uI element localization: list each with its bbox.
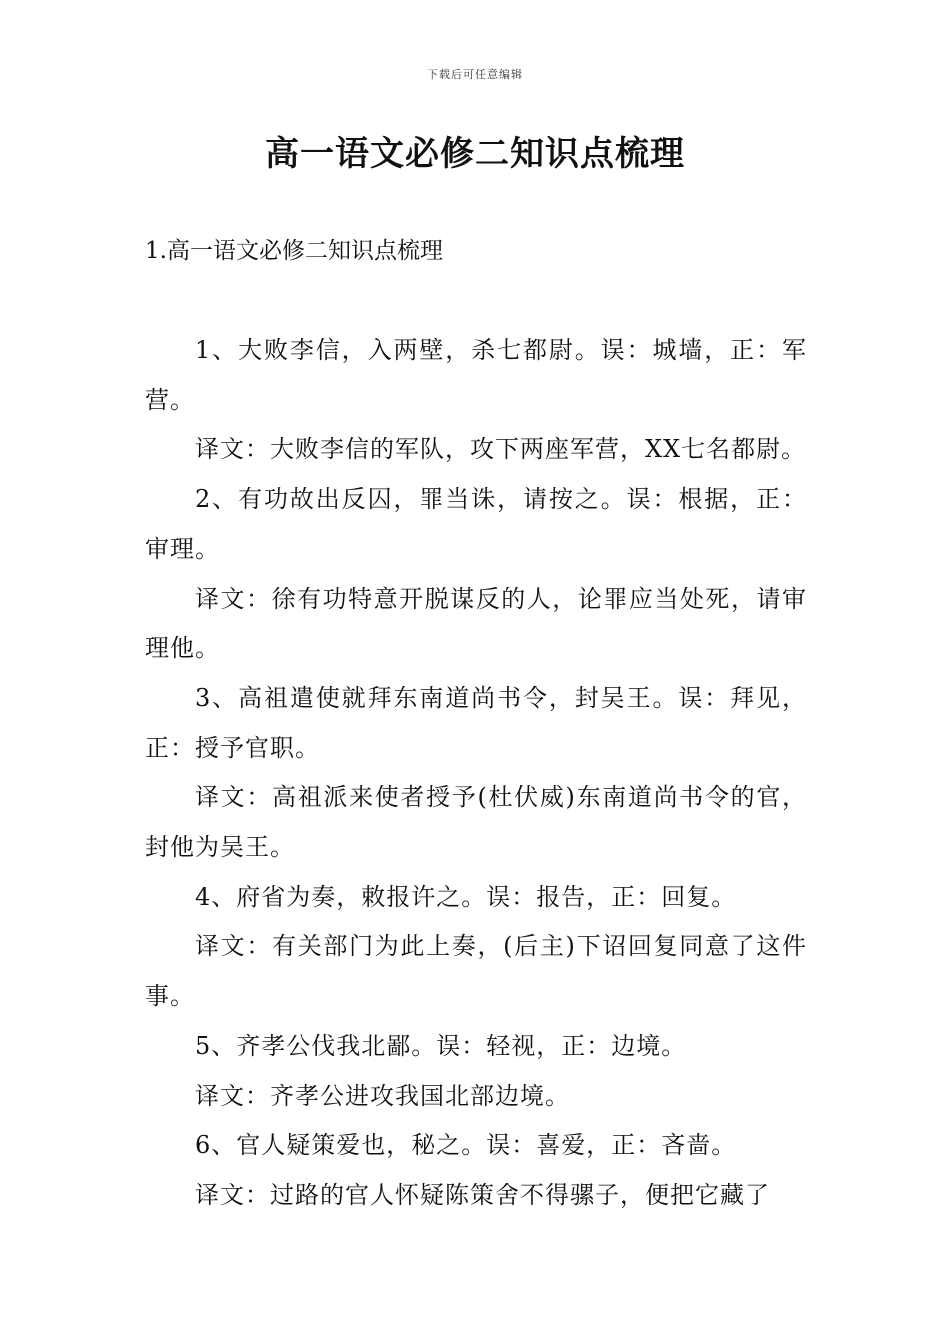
paragraph: 译文：过路的官人怀疑陈策舍不得骡子，便把它藏了 <box>195 1180 770 1209</box>
paragraph: 2、有功故出反囚，罪当诛，请按之。误：根据，正：审理。 <box>145 485 807 563</box>
paragraph: 译文：徐有功特意开脱谋反的人，论罪应当处死，请审理他。 <box>145 584 807 663</box>
document-body <box>145 326 807 1221</box>
paragraph: 译文：大败李信的军队，攻下两座军营，XX七名都尉。 <box>195 435 807 464</box>
paragraph: 6、官人疑策爱也，秘之。误：喜爱，正：吝啬。 <box>195 1131 737 1160</box>
section-heading: 1.高一语文必修二知识点梳理 <box>145 238 443 264</box>
paragraph: 4、府省为奏，敕报许之。误：报告，正：回复。 <box>195 882 737 911</box>
paragraph: 译文：有关部门为此上奏，(后主)下诏回复同意了这件事。 <box>145 932 807 1011</box>
paragraph: 1、大败李信，入两壁，杀七都尉。误：城墙，正：军营。 <box>145 336 807 414</box>
paragraph: 译文：齐孝公进攻我国北部边境。 <box>195 1081 570 1110</box>
header-note: 下载后可任意编辑 <box>427 68 523 81</box>
paragraph: 3、高祖遣使就拜东南道尚书令，封吴王。误：拜见，正：授予官职。 <box>145 683 807 762</box>
paragraph: 5、齐孝公伐我北鄙。误：轻视，正：边境。 <box>195 1031 687 1060</box>
paragraph: 译文：高祖派来使者授予(杜伏威)东南道尚书令的官，封他为吴王。 <box>145 783 807 862</box>
document-title: 高一语文必修二知识点梳理 <box>265 134 685 174</box>
